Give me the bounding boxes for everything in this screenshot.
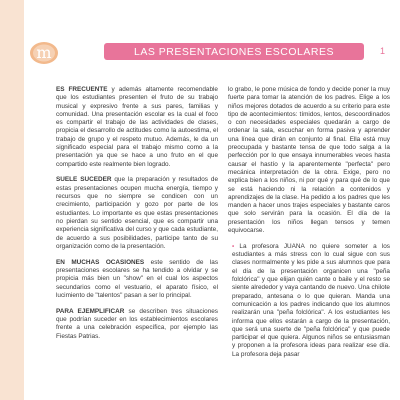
svg-text:m: m (36, 43, 52, 62)
paragraph-lead: EN MUCHAS OCASIONES (56, 258, 145, 266)
left-column (56, 86, 218, 400)
paragraph-text: y además altamente recomendable que los estudiantes presenten el fruto de su trabajo musical y expresivo frente a sus pares, familias y comunidad. Una presentación escolar es la cual el foco es compartir el trabajo de las actividades de clases, propicia el desarrollo de actitudes como la autoestima, el trabajo de grupo y el respeto mutuo. Además, le da un significado especial para el trabajo mismo como a la presentación ya que se hace a uno fruto en el que compartido este realmente bien logrado. (56, 86, 218, 168)
page-title-text: LAS PRESENTACIONES ESCOLARES (134, 45, 334, 58)
paragraph (56, 176, 218, 251)
paragraph-text: se describen tres situaciones que podrían suceder en los establecimientos escolares frente a una celebración específica, por ejemplo las Fiestas Patrias. (56, 307, 218, 340)
paragraph (56, 308, 218, 341)
paragraph (56, 86, 218, 169)
paragraph (228, 86, 390, 235)
paragraph (56, 259, 218, 300)
list-item (228, 243, 390, 359)
logo-icon (26, 38, 62, 68)
paragraph-text: La profesora JUANA no quiere someter a los estudiantes a más stress con lo cual sigue con sus clases normalmente y les pide a sus alumnos que para el día de la presentación organicen una "peña folclórica" y que elijan quién cante o baile y el resto se siente alrededor y vaya cantando de nuevo. Una chilote preparado, antesana o lo que quieran. Manda una comunicación a los padres indicando que los alumnos realizarán una "peña folclórica". A los estudiantes les informa que ellos estarán a cargo de la presentación, que será una suerte de "peña folclórica" y que puede participar el que quiera. Algunos niños se entusiasman y proponen a la profesora ideas para realizar ese día. La profesora deja pasar (232, 242, 390, 358)
paragraph-text: este sentido de las presentaciones escolares se ha tendido a olvidar y se propicia más bien un "show" en el cual los aspectos secundarios como el vestuario, el aparato físico, el lucimiento de "talentos" pasan a ser lo principal. (56, 258, 219, 299)
paragraph-lead: ES FRECUENTE (56, 86, 108, 93)
paragraph-text: lo grabo, le pone música de fondo y decide poner la muy fuerte para tomar la atención de los padres. Elige a los niños mejores dotados de acuerdo a su criterio para este tipo de acontecimientos: tímidos, lentos, descoordinados o con necesidades especiales quedarán a cargo de ordenar la sala, escuchar en forma pasiva y aprender una línea que dirán en conjunto al final. Ella está muy preocupada y bastante tensa de que todo salga a la perfección por lo que ensaya innumerables veces hasta causar el hastío y la aparentemente "perfecta" pero mecánica interpretación de la obra. Exige, pero no explica bien a los niños, ni por qué y para qué de lo que se está haciendo ni la relación a contenidos y aprendizajes de la clase. Ha pedido a los padres que les manden a hacer unos trajes especiales y bastante caros que solo servirán para la ocasión. El día de la presentación los niños llegan tensos y temen equivocarse. (228, 86, 390, 235)
decorative-side-strip (0, 0, 24, 400)
page-title (104, 43, 364, 60)
right-column (228, 86, 390, 400)
page-number: 1 (380, 46, 386, 56)
paragraph-lead: PARA EJEMPLIFICAR (56, 307, 125, 315)
bullet-icon: • (232, 242, 235, 250)
paragraph-text: que la preparación y resultados de estas presentaciones ocupen mucha energía, tiempo y recursos que no siempre se condicen con un crecimiento, participación y gozo por parte de los estudiantes. Lo importante es que estas presentaciones no pierdan su sentido esencial, que es compartir una experiencia significativa del curso y que cada estudiante, de acuerdo a sus posibilidades, participe tanto de su organización como de la presentación. (56, 176, 218, 250)
paragraph-lead: SUELE SUCEDER (56, 176, 112, 184)
